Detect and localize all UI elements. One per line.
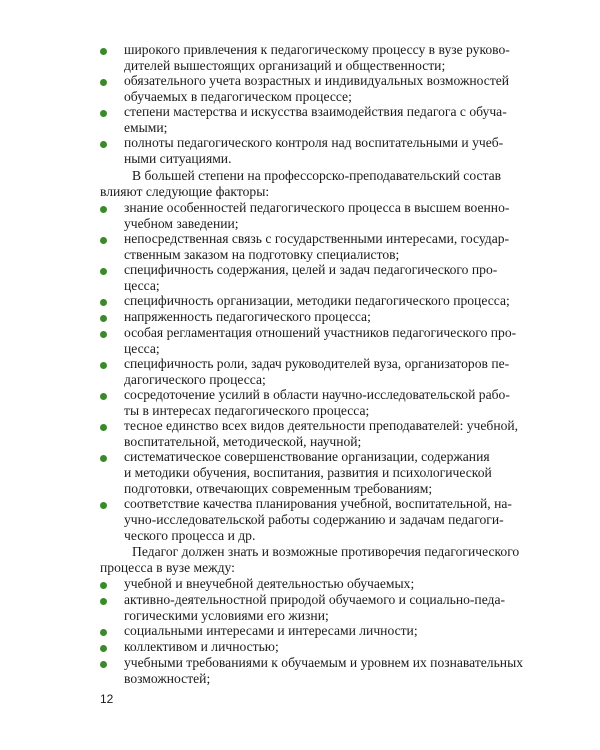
text-line: систематическое совершенствование организации, содержания [124,449,490,464]
bullet-icon [100,268,107,275]
text-line: возможностей; [124,671,211,686]
text-line: тесное единство всех видов деятельности преподавателей: учебной, [124,418,519,433]
text-line: дагогического процесса; [124,372,266,387]
text-line: степени мастерства и искусства взаимодействия педагога с обуча- [124,104,507,119]
text-line: гогическими условиями его жизни; [124,608,329,623]
bullet-icon [100,424,107,431]
text-line: соответствие качества планирования учебной, воспитательной, на- [124,496,512,511]
text-line: особая регламентация отношений участников педагогического про- [124,325,517,340]
paragraph-line: процесса в вузе между: [100,560,235,575]
bullet-icon [100,237,107,244]
text-line: специфичность содержания, целей и задач педагогического про- [124,262,498,277]
text-line: специфичность организации, методики педагогического процесса; [124,293,510,308]
bullet-icon [100,598,107,605]
text-line: специфичность роли, задач руководителей вуза, организаторов пе- [124,356,510,371]
bullet-icon [100,661,107,668]
text-line: обязательного учета возрастных и индивидуальных возможностей [124,73,510,88]
text-line: учебной и внеучебной деятельностью обучаемых; [124,576,415,591]
page-number: 12 [100,692,114,706]
text-line: емыми; [124,120,168,135]
text-line: ческого процесса и др. [124,528,256,543]
bullet-icon [100,206,107,213]
text-line: ными ситуациями. [124,151,232,166]
bullet-icon [100,299,107,306]
text-line: широкого привлечения к педагогическому процессу в вузе руково- [124,42,510,57]
text-line: ты в интересах педагогического процесса; [124,403,370,418]
text-line: учебном заведении; [124,216,239,231]
paragraph-line: влияют следующие факторы: [100,184,270,199]
bullet-icon [100,141,107,148]
paragraph-line: Педагог должен знать и возможные противоречия педагогического [132,544,520,559]
text-line: цесса; [124,341,160,356]
bullet-icon [100,315,107,322]
text-line: и методики обучения, воспитания, развития и психологической [124,465,492,480]
text-line: коллективом и личностью; [124,639,279,654]
bullet-icon [100,455,107,462]
text-line: полноты педагогического контроля над воспитательными и учеб- [124,135,504,150]
text-line: непосредственная связь с государственными интересами, государ- [124,231,510,246]
text-line: дителей вышестоящих организаций и общественности; [124,58,446,73]
bullet-icon [100,79,107,86]
bullet-icon [100,502,107,509]
bullet-icon [100,110,107,117]
bullet-icon [100,645,107,652]
text-line: активно-деятельностной природой обучаемого и социально-педа- [124,592,506,607]
text-line: обучаемых в педагогическом процессе; [124,89,352,104]
text-line: цесса; [124,278,160,293]
text-line: напряженность педагогического процесса; [124,309,371,324]
text-line: учно-исследовательской работы содержанию и задачам педагоги- [124,512,504,527]
bullet-icon [100,629,107,636]
bullet-icon [100,362,107,369]
bullet-icon [100,331,107,338]
text-line: знание особенностей педагогического процесса в высшем военно- [124,200,510,215]
text-line: сосредоточение усилий в области научно-исследовательской рабо- [124,387,510,402]
bullet-icon [100,48,107,55]
paragraph-line: В большей степени на профессорско-преподавательский состав [132,168,502,183]
text-line: учебными требованиями к обучаемым и уровнем их познавательных [124,655,523,670]
text-line: подготовки, отвечающих современным требованиям; [124,481,433,496]
bullet-icon [100,393,107,400]
text-line: ственным заказом на подготовку специалистов; [124,247,400,262]
text-line: социальными интересами и интересами личности; [124,623,418,638]
text-line: воспитательной, методической, научной; [124,434,362,449]
bullet-icon [100,582,107,589]
